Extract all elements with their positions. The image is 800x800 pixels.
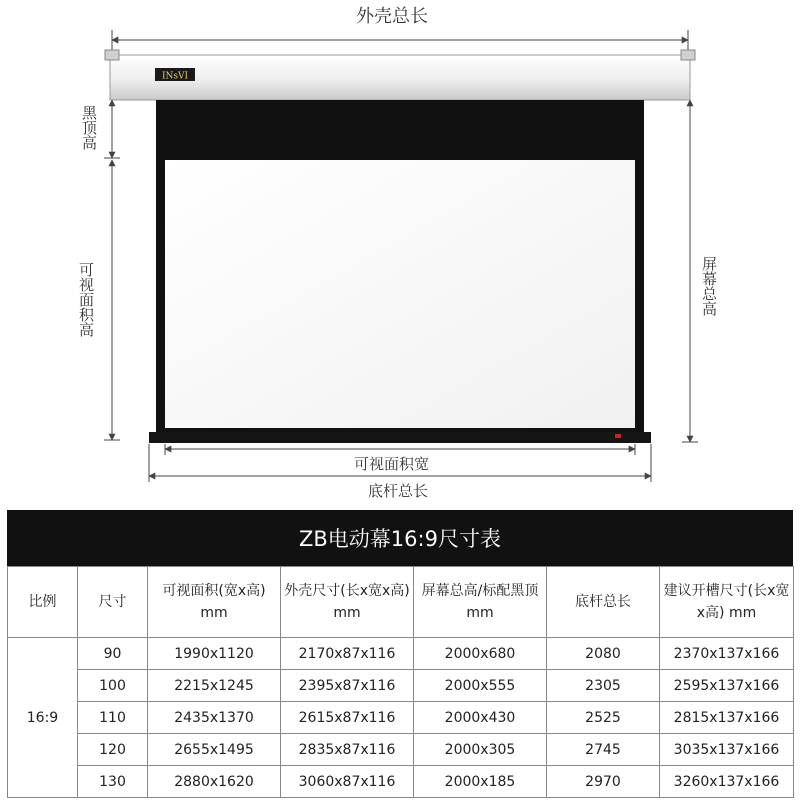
table-title: ZB电动幕16:9尺寸表 <box>7 510 793 566</box>
viewing-area <box>165 160 635 428</box>
housing-size-cell: 2615x87x116 <box>281 702 414 734</box>
housing-length-label: 外壳总长 <box>356 6 428 27</box>
table-row <box>8 702 794 734</box>
screen-housing <box>110 55 690 100</box>
size-cell: 100 <box>78 670 148 702</box>
screen-height-cell: 2000x430 <box>414 702 547 734</box>
housing-size-cell: 2835x87x116 <box>281 734 414 766</box>
bar-length-cell: 2970 <box>547 766 660 798</box>
housing-size-cell: 2170x87x116 <box>281 638 414 670</box>
screen-height-label: 屏幕总高 <box>700 256 718 316</box>
bar-length-cell: 2080 <box>547 638 660 670</box>
size-cell: 110 <box>78 702 148 734</box>
header-ratio: 比例 <box>8 567 78 638</box>
header-screen-height: 屏幕总高/标配黑顶 mm <box>414 567 547 638</box>
header-view-area: 可视面积(宽x高) mm <box>148 567 281 638</box>
black-top-band <box>156 100 644 158</box>
view-area-cell: 2435x1370 <box>148 702 281 734</box>
view-area-cell: 2880x1620 <box>148 766 281 798</box>
screen-height-cell: 2000x555 <box>414 670 547 702</box>
screen-height-cell: 2000x185 <box>414 766 547 798</box>
bar-length-label: 底杆总长 <box>368 482 429 500</box>
housing-size-cell: 2395x87x116 <box>281 670 414 702</box>
header-housing-size: 外壳尺寸(长x宽x高) mm <box>281 567 414 638</box>
table-row <box>8 766 794 798</box>
size-table-grid <box>7 566 794 798</box>
brand-logo: INsVI <box>161 71 189 82</box>
header-slot-size: 建议开槽尺寸(长x宽x高) mm <box>660 567 794 638</box>
view-area-cell: 2215x1245 <box>148 670 281 702</box>
slot-size-cell: 2815x137x166 <box>660 702 794 734</box>
slot-size-cell: 3260x137x166 <box>660 766 794 798</box>
slot-size-cell: 2370x137x166 <box>660 638 794 670</box>
table-header-row <box>8 567 794 638</box>
size-cell: 90 <box>78 638 148 670</box>
black-top-height-label: 黑顶高 <box>80 105 98 150</box>
ratio-cell: 16:9 <box>8 638 78 798</box>
header-bar-length: 底杆总长 <box>547 567 660 638</box>
view-height-label: 可视面积高 <box>77 262 95 337</box>
view-area-cell: 2655x1495 <box>148 734 281 766</box>
bar-length-cell: 2525 <box>547 702 660 734</box>
size-cell: 120 <box>78 734 148 766</box>
size-table <box>7 510 793 800</box>
housing-size-cell: 3060x87x116 <box>281 766 414 798</box>
screen-height-cell: 2000x680 <box>414 638 547 670</box>
screen-height-cell: 2000x305 <box>414 734 547 766</box>
bottom-bar <box>149 432 651 443</box>
table-row <box>8 734 794 766</box>
view-width-label: 可视面积宽 <box>354 455 430 473</box>
table-row <box>8 638 794 670</box>
bar-length-cell: 2745 <box>547 734 660 766</box>
slot-size-cell: 2595x137x166 <box>660 670 794 702</box>
table-row <box>8 670 794 702</box>
size-cell: 130 <box>78 766 148 798</box>
slot-size-cell: 3035x137x166 <box>660 734 794 766</box>
header-size: 尺寸 <box>78 567 148 638</box>
bar-length-cell: 2305 <box>547 670 660 702</box>
view-area-cell: 1990x1120 <box>148 638 281 670</box>
